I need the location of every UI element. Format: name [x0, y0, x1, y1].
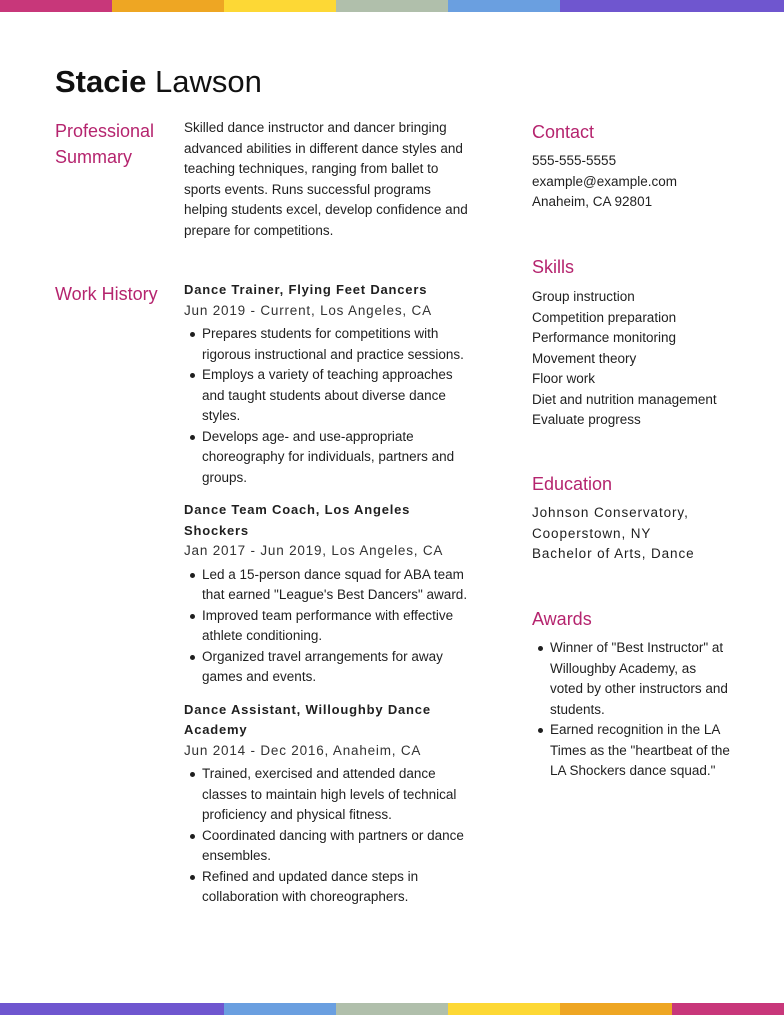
contact-phone: 555-555-5555 — [532, 153, 617, 168]
job-entry — [184, 500, 474, 688]
award-bullets — [532, 638, 732, 782]
stripe-segment — [224, 1003, 336, 1015]
award-item: Earned recognition in the LA Times as the "heartbeat of the LA Shockers dance squad." — [532, 720, 732, 782]
job-bullet: Develops age- and use-appropriate choreography for individuals, partners and groups. — [184, 427, 474, 489]
job-title: Dance Trainer, Flying Feet Dancers — [184, 282, 428, 297]
job-bullets — [184, 764, 474, 908]
contact-location: Anaheim, CA 92801 — [532, 194, 653, 209]
work-history-list — [184, 280, 474, 920]
education-details — [532, 503, 742, 565]
job-entry — [184, 280, 474, 488]
stripe-segment — [336, 0, 448, 12]
stripe-segment — [560, 0, 672, 12]
job-title: Dance Assistant, Willoughby Dance Academy — [184, 701, 431, 737]
education-location: Cooperstown, NY — [532, 525, 652, 541]
job-bullet: Coordinated dancing with partners or dance ensembles. — [184, 826, 474, 867]
last-name: Lawson — [154, 64, 262, 99]
work-history-heading: Work History — [55, 284, 158, 304]
job-bullet: Employs a variety of teaching approaches and taught students about diverse dance styles. — [184, 365, 474, 427]
education-heading: Education — [532, 474, 613, 494]
job-bullets — [184, 565, 474, 688]
award-item: Winner of "Best Instructor" at Willoughby Academy, as voted by other instructors and students. — [532, 638, 732, 720]
stripe-segment — [112, 0, 224, 12]
skills-list — [532, 287, 742, 431]
education-degree: Bachelor of Arts, Dance — [532, 546, 695, 561]
job-title: Dance Team Coach, Los Angeles Shockers — [184, 502, 411, 538]
job-dates-location: Jan 2017 - Jun 2019, Los Angeles, CA — [184, 543, 444, 558]
skill-item: Group instruction — [532, 289, 635, 304]
summary-heading-line1: Professional — [55, 121, 155, 141]
job-bullet: Organized travel arrangements for away games and events. — [184, 647, 474, 688]
awards-list — [532, 638, 732, 782]
stripe-segment — [0, 0, 112, 12]
job-dates-location: Jun 2019 - Current, Los Angeles, CA — [184, 302, 432, 318]
skill-item: Evaluate progress — [532, 412, 641, 427]
job-dates-location: Jun 2014 - Dec 2016, Anaheim, CA — [184, 742, 422, 758]
summary-heading — [55, 118, 175, 170]
skills-heading: Skills — [532, 257, 575, 277]
skill-item: Floor work — [532, 371, 596, 386]
stripe-segment — [672, 1003, 784, 1015]
awards-heading: Awards — [532, 609, 592, 629]
skill-item: Competition preparation — [532, 309, 677, 325]
job-bullet: Improved team performance with effective athlete conditioning. — [184, 606, 474, 647]
candidate-name — [55, 62, 262, 102]
top-color-stripe — [0, 0, 784, 12]
stripe-segment — [560, 1003, 672, 1015]
skill-item: Performance monitoring — [532, 330, 677, 345]
summary-heading-line2: Summary — [55, 147, 133, 167]
contact-heading: Contact — [532, 122, 595, 142]
stripe-segment — [336, 1003, 448, 1015]
contact-email: example@example.com — [532, 173, 678, 189]
stripe-segment — [224, 0, 336, 12]
bottom-color-stripe — [0, 1003, 784, 1015]
stripe-segment — [112, 1003, 224, 1015]
stripe-segment — [0, 1003, 112, 1015]
contact-details — [532, 151, 742, 213]
job-bullet: Refined and updated dance steps in collaboration with choreographers. — [184, 867, 474, 908]
job-bullet: Trained, exercised and attended dance classes to maintain high levels of technical proficiency and physical fitness. — [184, 764, 474, 826]
stripe-segment — [672, 0, 784, 12]
stripe-segment — [448, 1003, 560, 1015]
skill-item: Diet and nutrition management — [532, 391, 717, 407]
first-name: Stacie — [55, 64, 147, 99]
job-entry — [184, 700, 474, 908]
stripe-segment — [448, 0, 560, 12]
job-bullet: Led a 15-person dance squad for ABA team that earned "League's Best Dancers" award. — [184, 565, 474, 606]
skill-item: Movement theory — [532, 350, 637, 366]
education-school: Johnson Conservatory, — [532, 505, 689, 520]
job-bullet: Prepares students for competitions with rigorous instructional and practice sessions. — [184, 324, 474, 365]
summary-text: Skilled dance instructor and dancer bringing advanced abilities in different dance styles and teaching techniques, ranging from ballet to sports events. Runs successful programs helping students excel, develop confidence and prepare for competitions. — [184, 120, 468, 238]
job-bullets — [184, 324, 474, 488]
